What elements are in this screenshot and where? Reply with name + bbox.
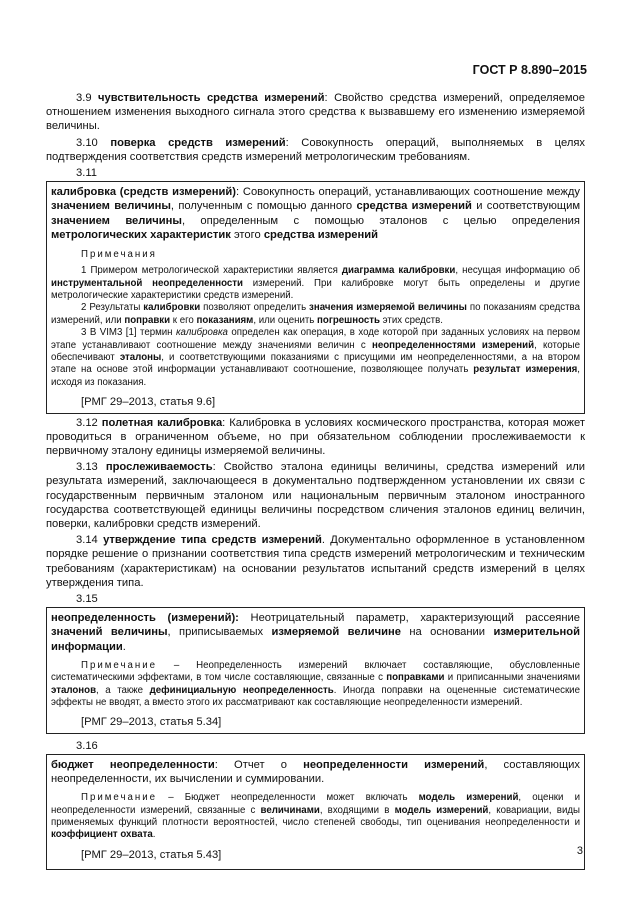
- text-run: Неотрицательный параметр, характеризующий рассеяние: [238, 612, 580, 625]
- bold-term: средства измерений: [356, 200, 472, 213]
- notes: [51, 265, 580, 389]
- text-run: 3 В VIM3 [1] термин: [81, 327, 176, 339]
- term-definition: . Документально оформленное в установленном порядке решение о признании соответствия типа средств измерений метрологическим и техническим требованиям (характеристикам) на основании результатов испытаний средств измерений в целях утверждения типа.: [46, 534, 585, 589]
- bold-term: бюджет неопределенности: [51, 758, 215, 771]
- bold-term: значений величины: [51, 626, 168, 639]
- bold-term: поправками: [386, 672, 445, 684]
- text-run: позволяют определить: [200, 302, 310, 314]
- text-run: этих средств.: [379, 314, 443, 326]
- bold-term: величинами: [260, 804, 320, 816]
- italic-term: калибровка: [175, 327, 228, 339]
- text-run: , или оценить: [253, 314, 318, 326]
- definition-text: [51, 185, 580, 242]
- definition-box-3-11: [46, 181, 585, 413]
- bold-term: показаниям: [196, 314, 254, 326]
- definition-box-3-15: [46, 607, 585, 733]
- bold-term: калибровки: [143, 302, 201, 314]
- text-run: определен как операция, в ходе которой при заданных условиях на первом этапе устанавливают соотношение между значениями величин с: [51, 327, 581, 351]
- text-run: : Отчет о: [214, 758, 304, 771]
- bold-term: измерительной информации: [51, 626, 580, 653]
- term-name: поверка средств измерений: [110, 136, 286, 149]
- text-run: этого: [230, 228, 264, 241]
- term-number: 3.13: [76, 461, 106, 474]
- text-run: , несущая информацию об: [455, 265, 580, 277]
- bold-term: дефинициальную неопределенность: [149, 684, 334, 696]
- definition-text: [51, 611, 580, 654]
- text-run: , составляющих неопределенности, их вычислении и суммировании.: [51, 758, 580, 785]
- term-number: 3.12: [76, 416, 102, 429]
- bold-term: инструментальной неопределенности: [51, 277, 243, 289]
- text-run: , входящими в: [319, 804, 395, 816]
- term-name: полетная калибровка: [101, 416, 223, 429]
- bold-term: неопределенность (измерений):: [51, 612, 239, 625]
- text-run: , исходя из показания.: [51, 364, 580, 388]
- bold-term: калибровка (средств измерений): [51, 186, 237, 199]
- note: [51, 660, 580, 710]
- note-label: Примечание: [81, 659, 158, 671]
- text-run: , ковариации, виды применяемых функций плотности вероятностей, число степеней свободы, тип оценивания неопределенности и: [51, 804, 580, 828]
- bold-term: результат измерения: [473, 364, 578, 376]
- bold-term: эталонов: [51, 684, 97, 696]
- definition-text: [51, 758, 580, 786]
- note-text: [51, 660, 580, 710]
- note-2: [51, 302, 580, 327]
- term-definition: : Калибровка в условиях космического пространства, которая может проводиться в ограниченном объеме, но при обязательном соблюдении прослеживаемости к первичному эталону единицы измеряемой величины.: [46, 416, 585, 457]
- bold-term: погрешность: [317, 314, 380, 326]
- term-3-14: [46, 533, 585, 590]
- term-number-3-11: 3.11: [76, 167, 97, 180]
- term-number: 3.9: [76, 92, 99, 104]
- bold-term: модель измерений: [418, 792, 519, 804]
- bold-term: значением величины: [51, 214, 182, 227]
- term-number-3-15: 3.15: [76, 592, 98, 605]
- text-run: и приписанными значениями: [444, 672, 580, 684]
- text-run: 2 Результаты: [81, 302, 144, 314]
- text-run: .: [122, 640, 126, 653]
- term-3-10: [46, 136, 585, 164]
- term-3-12: [46, 416, 585, 459]
- bold-term: модель измерений: [394, 804, 489, 816]
- text-run: – Неопределенность измерений включает составляющие, обусловленные систематическими эффектами, в том числе составляющие, связанные с: [51, 659, 580, 684]
- term-number: 3.14: [76, 534, 104, 547]
- bold-term: средства измерений: [263, 228, 379, 241]
- term-name: прослеживаемость: [105, 461, 213, 474]
- reference: [РМГ 29–2013, статья 5.34]: [81, 716, 222, 729]
- reference: [РМГ 29–2013, статья 5.43]: [81, 848, 222, 861]
- bold-term: метрологических характеристик: [51, 228, 231, 241]
- text-run: измерений. При калибровке могут быть определены и другие метрологические характеристики средств измерений.: [51, 277, 580, 302]
- note: [51, 792, 580, 842]
- notes-heading: Примечания: [81, 249, 157, 261]
- bold-term: поправки: [124, 314, 171, 326]
- text-run: к его: [170, 314, 197, 326]
- bold-term: коэффициент охвата: [51, 829, 153, 841]
- text-run: , а также: [96, 684, 150, 696]
- term-number-3-16: 3.16: [76, 739, 98, 752]
- reference: [РМГ 29–2013, статья 9.6]: [81, 396, 216, 409]
- term-3-13: [46, 460, 585, 531]
- text-run: : Совокупность операций, устанавливающих соотношение между: [236, 186, 580, 199]
- text-run: – Бюджет неопределенности может включать: [157, 792, 419, 804]
- text-run: по показаниям средства измерений, или: [51, 302, 580, 326]
- term-name: утверждение типа средств измерений: [103, 534, 322, 547]
- document-body: [46, 91, 585, 870]
- note-label: Примечание: [81, 792, 158, 804]
- page-number: 3: [576, 845, 583, 857]
- note-3: [51, 327, 580, 389]
- bold-term: значением величины: [51, 200, 171, 213]
- term-definition: : Свойство эталона единицы величины, средства измерений или результата измерений, заключающееся в документально подтвержденном установлении их связи с государственным первичным эталоном или национальным первичным эталоном иностранного государства соответствующей единицы величины посредством сличения эталонов единиц величин, поверки, калибровки средств измерений.: [46, 461, 585, 530]
- term-name: чувствительность средства измерений: [98, 92, 325, 104]
- text-run: , которые обеспечивают: [51, 339, 580, 364]
- text-run: , определенным с помощью эталонов с целью определения: [181, 214, 580, 227]
- bold-term: эталоны: [119, 352, 162, 364]
- bold-term: неопределенности измерений: [303, 758, 485, 771]
- bold-term: измеряемой величине: [271, 626, 401, 639]
- term-3-9: [46, 91, 585, 134]
- definition-box-3-16: [46, 754, 585, 870]
- term-definition: : Совокупность операций, выполняемых в целях подтверждения соответствия средств измерений метрологическим требованиям.: [46, 136, 585, 163]
- term-number: 3.10: [76, 136, 111, 149]
- text-run: , и соответствующими показаниями с присущими им неопределенностями, а на втором этапе на основе этой информации устанавливают соотношение, позволяющее получать: [51, 352, 580, 376]
- text-run: на основании: [400, 626, 494, 639]
- text-run: .: [152, 829, 156, 841]
- text-run: 1 Примером метрологической характеристики является: [81, 265, 342, 277]
- note-1: [51, 265, 580, 302]
- document-header: ГОСТ Р 8.890–2015: [472, 63, 587, 77]
- bold-term: диаграмма калибровки: [341, 265, 456, 277]
- bold-term: неопределенностями измерений: [372, 339, 535, 351]
- text-run: , приписываемых: [167, 626, 272, 639]
- note-text: [51, 792, 580, 842]
- text-run: , оценки и неопределенности измерений, связанные с: [51, 792, 580, 816]
- bold-term: значения измеряемой величины: [309, 302, 467, 314]
- text-run: . Иногда поправки на оцененные систематические эффекты не вводят, а вместо этого их рассматривают как составляющие неопределенности измерений.: [51, 684, 580, 708]
- term-definition: : Свойство средства измерений, определяемое отношением изменения выходного сигнала этого средства к вызвавшему его изменению измеряемой величины.: [46, 92, 585, 133]
- text-run: , полученным с помощью данного: [170, 200, 357, 213]
- text-run: и соответствующим: [471, 200, 581, 213]
